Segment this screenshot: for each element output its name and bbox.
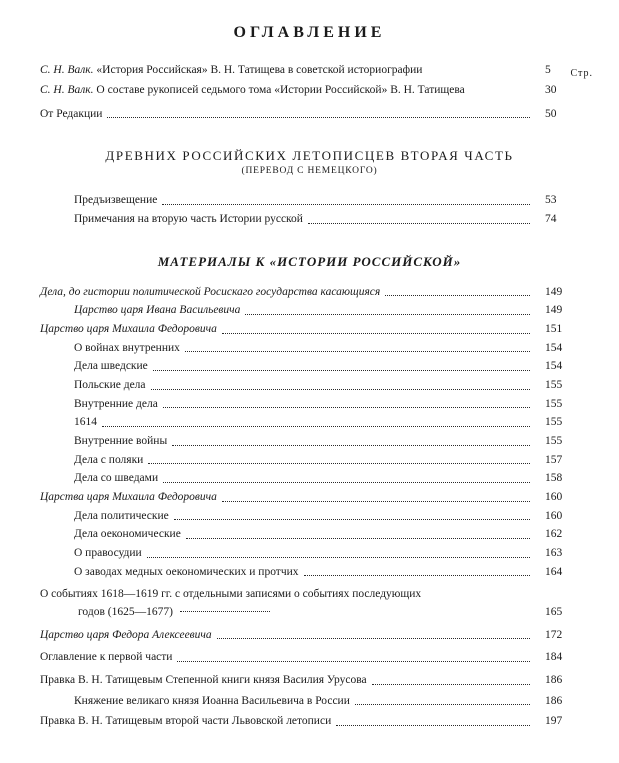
leader-dots: [385, 294, 530, 296]
toc-entry-page: 155: [545, 416, 563, 429]
toc-entry-page: 160: [545, 509, 563, 522]
toc-entry-text: Дела со шведами: [74, 472, 159, 485]
toc-entry-page: 164: [545, 565, 563, 578]
toc-entry[interactable]: [40, 649, 579, 666]
toc-entry[interactable]: [40, 433, 579, 450]
leader-dots: [304, 574, 530, 576]
toc-entry-text: Предъизвещение: [74, 194, 158, 207]
leader-dots: [180, 610, 270, 612]
toc-entry-text: О заводах медных оекономических и протчих: [74, 565, 299, 578]
section2-entries: [40, 284, 579, 731]
toc-entry[interactable]: [40, 489, 579, 506]
toc-entry-page: 50: [545, 107, 557, 120]
toc-entry-page: 155: [545, 434, 563, 447]
leader-dots: [162, 203, 530, 205]
toc-entry-text: Царство царя Ивана Васильевича: [74, 304, 241, 317]
toc-entry-page: 184: [545, 651, 563, 664]
toc-entry-page: 149: [545, 285, 563, 298]
toc-entry-text-line2: годов (1625—1677): [78, 605, 173, 618]
toc-entry[interactable]: [40, 526, 579, 543]
leader-dots: [372, 683, 530, 685]
page-title: ОГЛАВЛЕНИЕ: [233, 24, 386, 41]
section-subheading: (ПЕРЕВОД С НЕМЕЦКОГО): [241, 166, 378, 177]
leader-dots: [148, 462, 530, 464]
toc-entry[interactable]: [40, 693, 579, 710]
leader-dots: [147, 556, 530, 558]
toc-entry-text: Внутренние войны: [74, 434, 168, 447]
toc-entry-page: 155: [545, 397, 563, 410]
toc-entry-text: Правка В. Н. Татищевым второй части Львовской летописи: [40, 715, 332, 728]
toc-entry[interactable]: [40, 211, 579, 228]
toc-entry-text: Польские дела: [74, 378, 146, 391]
leader-dots: [308, 222, 530, 224]
leader-dots: [336, 724, 530, 726]
toc-entry[interactable]: [40, 452, 579, 469]
toc-entry-text: Дела политические: [74, 509, 169, 522]
toc-entry[interactable]: [40, 106, 579, 123]
toc-entry-page: 157: [545, 453, 563, 466]
toc-entry-text: 1614: [74, 416, 97, 429]
toc-entry-text: Дела, до гистории политической Росискаго государства касающияся: [40, 285, 381, 298]
toc-entry-page: 5: [545, 64, 551, 76]
toc-entry-page: 53: [545, 194, 557, 207]
toc-entry-page: 158: [545, 472, 563, 485]
toc-entry-text: Дела с поляки: [74, 453, 144, 466]
toc-entry[interactable]: [40, 672, 579, 689]
toc-entry-text: Царство царя Михаила Федоровича: [40, 322, 217, 335]
toc-entry-page: 160: [545, 490, 563, 503]
leader-dots: [186, 537, 530, 539]
toc-entry-page: 162: [545, 528, 563, 541]
toc-entry-text-line1: О событиях 1618—1619 гг. с отдельными записями о событиях последующих: [40, 588, 422, 601]
section-heading: МАТЕРИАЛЫ К «ИСТОРИИ РОССИЙСКОЙ»: [157, 253, 462, 269]
leader-dots: [107, 116, 530, 118]
section1-entries: [40, 192, 579, 227]
toc-entry-text: О войнах внутренних: [74, 341, 180, 354]
toc-entry[interactable]: [40, 358, 579, 375]
leader-dots: [153, 369, 530, 371]
toc-entry[interactable]: [40, 377, 579, 394]
toc-entry[interactable]: [40, 586, 579, 621]
toc-entry[interactable]: [40, 62, 579, 79]
toc-entry-text: От Редакции: [40, 107, 103, 120]
leader-dots: [355, 703, 530, 705]
toc-entry[interactable]: [40, 564, 579, 581]
toc-entry-page: 154: [545, 360, 563, 373]
toc-entry-page: 155: [545, 378, 563, 391]
toc-entry[interactable]: [40, 284, 579, 301]
toc-entry-page: 186: [545, 674, 563, 687]
toc-entry-page: 165: [545, 605, 563, 618]
toc-entry-text: Царство царя Федора Алексеевича: [40, 628, 212, 641]
leader-dots: [177, 660, 530, 662]
leader-dots: [245, 313, 530, 315]
toc-entry[interactable]: [40, 414, 579, 431]
toc-entry-text: Оглавление к первой части: [40, 651, 173, 664]
toc-entry-text: О правосудии: [74, 546, 142, 559]
leader-dots: [163, 406, 530, 408]
leader-dots: [151, 388, 530, 390]
page-column-header: Стр.: [570, 68, 593, 79]
section-heading: ДРЕВНИХ РОССИЙСКИХ ЛЕТОПИСЦЕВ ВТОРАЯ ЧАСТЬ: [105, 148, 514, 164]
toc-entry-author: С. Н. Валк.: [40, 64, 94, 76]
toc-entry-text: Дела оекономические: [74, 528, 181, 541]
toc-entry-text: «История Российская» В. Н. Татищева в советской историографии: [96, 64, 423, 76]
toc-entry[interactable]: [40, 192, 579, 209]
toc-entry-text: Правка В. Н. Татищевым Степенной книги князя Василия Урусова: [40, 674, 367, 687]
toc-entry-page: 149: [545, 304, 563, 317]
toc-entry-page: 197: [545, 715, 563, 728]
toc-entry[interactable]: [40, 321, 579, 338]
toc-entry[interactable]: [40, 82, 579, 99]
toc-entry-page: 154: [545, 341, 563, 354]
toc-entry-page: 172: [545, 628, 563, 641]
toc-entry-page: 163: [545, 546, 563, 559]
top-entries-list: [40, 62, 579, 122]
leader-dots: [217, 637, 530, 639]
leader-dots: [163, 481, 530, 483]
toc-entry[interactable]: [40, 396, 579, 413]
toc-entry-page: 74: [545, 212, 557, 225]
toc-entry-text: О составе рукописей седьмого тома «Истории Российской» В. Н. Татищева: [96, 84, 465, 97]
leader-dots: [185, 350, 530, 352]
toc-entry-text: Примечания на вторую часть Истории русской: [74, 212, 303, 225]
toc-entry-text: Царства царя Михаила Федоровича: [40, 490, 217, 503]
toc-entry[interactable]: [40, 545, 579, 562]
toc-entry-page: 151: [545, 322, 563, 335]
toc-entry[interactable]: [40, 713, 579, 730]
leader-dots: [222, 332, 530, 334]
toc-entry[interactable]: [40, 302, 579, 319]
leader-dots: [222, 500, 530, 502]
document-page: [0, 24, 619, 763]
toc-entry[interactable]: [40, 508, 579, 525]
leader-dots: [172, 444, 530, 446]
toc-entry-author: С. Н. Валк.: [40, 84, 94, 97]
toc-entry-text: Внутренние дела: [74, 397, 158, 410]
toc-entry-text: Княжение великаго князя Иоанна Васильевича в России: [74, 694, 350, 707]
toc-entry-text: Дела шведские: [74, 360, 148, 373]
toc-entry[interactable]: [40, 470, 579, 487]
toc-entry[interactable]: [40, 627, 579, 644]
toc-entry-page: 30: [545, 84, 557, 97]
toc-entry[interactable]: [40, 340, 579, 357]
toc-entry-page: 186: [545, 694, 563, 707]
leader-dots: [102, 425, 530, 427]
leader-dots: [174, 518, 530, 520]
